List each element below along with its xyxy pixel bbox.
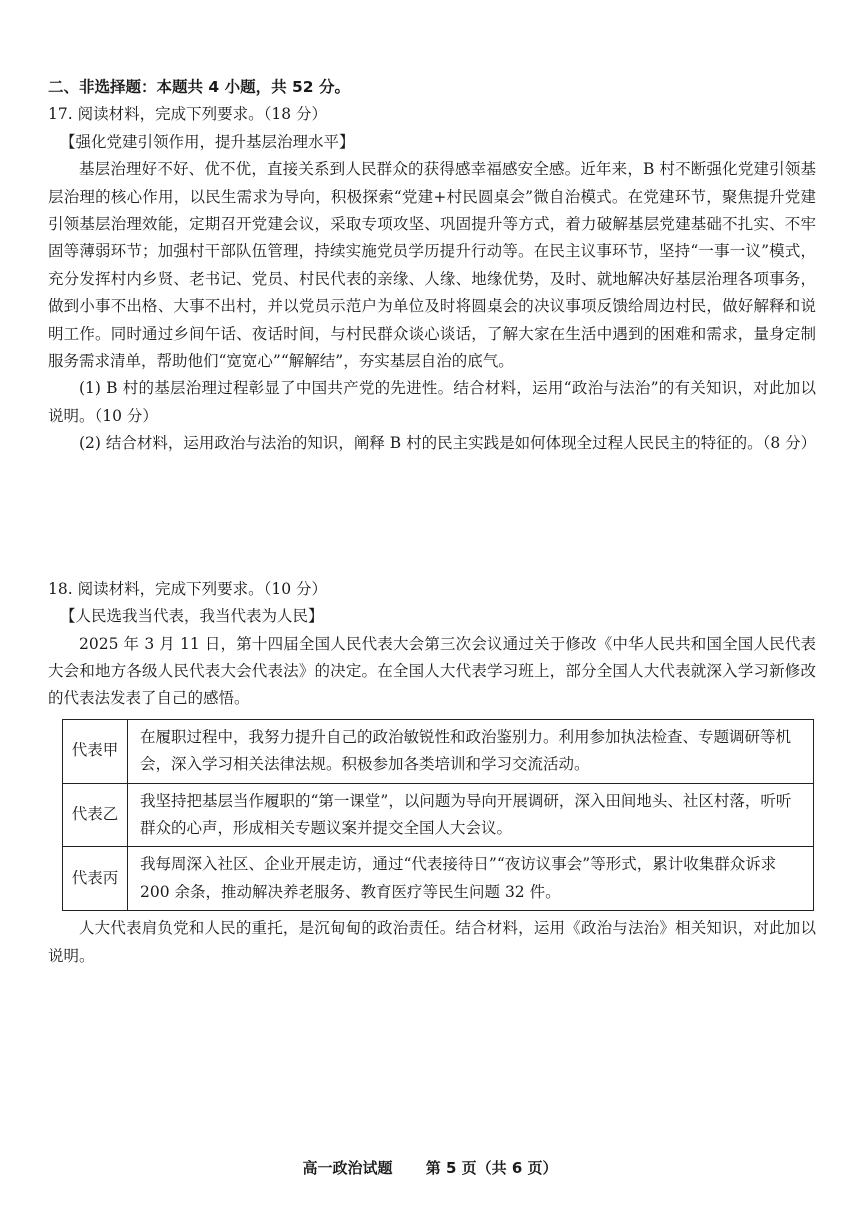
- question-17: [48, 101, 816, 457]
- rep-name-cell: 代表甲: [63, 719, 128, 783]
- table-row: [63, 719, 814, 783]
- table-row: [63, 783, 814, 847]
- question-17-sub-1: (1) B 村的基层治理过程彰显了中国共产党的先进性。结合材料，运用“政治与法治”的有关知识，对此加以说明。（10 分）: [48, 379, 816, 425]
- question-18-title: 18. 阅读材料，完成下列要求。（10 分）: [48, 579, 327, 598]
- footer-page-number: 第 5 页（共 6 页）: [425, 1159, 558, 1177]
- footer-subject: 高一政治试题: [302, 1159, 393, 1177]
- page-content: [48, 74, 816, 970]
- rep-text-cell: 我每周深入社区、企业开展走访，通过“代表接待日”“夜访议事会”等形式，累计收集群众诉求 200 余条，推动解决养老服务、教育医疗等民生问题 32 件。: [128, 847, 814, 911]
- question-18-prompt: 人大代表肩负党和人民的重托，是沉甸甸的政治责任。结合材料，运用《政治与法治》相关知识，对此加以说明。: [48, 919, 816, 965]
- question-18-topic: 【人民选我当代表，我当代表为人民】: [60, 607, 324, 626]
- rep-text-cell: 在履职过程中，我努力提升自己的政治敏锐性和政治鉴别力。利用参加执法检查、专题调研等机会，深入学习相关法律法规。积极参加各类培训和学习交流活动。: [128, 719, 814, 783]
- table-row: [63, 847, 814, 911]
- rep-name-cell: 代表丙: [63, 847, 128, 911]
- question-17-sub-2: (2) 结合材料，运用政治与法治的知识，阐释 B 村的民主实践是如何体现全过程人民民主的特征的。（8 分）: [79, 434, 817, 453]
- question-17-material: 基层治理好不好、优不优，直接关系到人民群众的获得感幸福感安全感。近年来，B 村不断强化党建引领基层治理的核心作用，以民生需求为导向，积极探索“党建+村民圆桌会”微自治模式。在党建环节，聚焦提升党建引领基层治理效能，定期召开党建会议，采取专项攻坚、巩固提升等方式，着力破解基层党建基础不扎实、不牢固等薄弱环节；加强村干部队伍管理，持续实施党员学历提升行动等。在民主议事环节，坚持“一事一议”模式，充分发挥村内乡贤、老书记、党员、村民代表的亲缘、人缘、地缘优势，及时、就地解决好基层治理各项事务，做到小事不出格、大事不出村，并以党员示范户为单位及时将圆桌会的决议事项反馈给周边村民，做好解释和说明工作。同时通过乡间午话、夜话时间，与村民群众谈心谈话，了解大家在生活中遇到的困难和需求，量身定制服务需求清单，帮助他们“宽宽心”“解解结”，夯实基层自治的底气。: [48, 160, 816, 371]
- section-heading: 二、非选择题：本题共 4 小题，共 52 分。: [48, 78, 350, 96]
- representatives-table: [62, 719, 814, 911]
- question-17-topic: 【强化党建引领作用，提升基层治理水平】: [60, 132, 355, 151]
- rep-text-cell: 我坚持把基层当作履职的“第一课堂”，以问题为导向开展调研，深入田间地头、社区村落，听听群众的心声，形成相关专题议案并提交全国人大会议。: [128, 783, 814, 847]
- question-18-material: 2025 年 3 月 11 日，第十四届全国人民代表大会第三次会议通过关于修改《中华人民共和国全国人民代表大会和地方各级人民代表大会代表法》的决定。在全国人大代表学习班上，部分全国人大代表就深入学习新修改的代表法发表了自己的感悟。: [48, 634, 816, 708]
- question-18: [48, 576, 816, 970]
- answer-space: [48, 458, 816, 576]
- rep-name-cell: 代表乙: [63, 783, 128, 847]
- question-17-title: 17. 阅读材料，完成下列要求。（18 分）: [48, 105, 327, 124]
- page-footer: [0, 1157, 860, 1178]
